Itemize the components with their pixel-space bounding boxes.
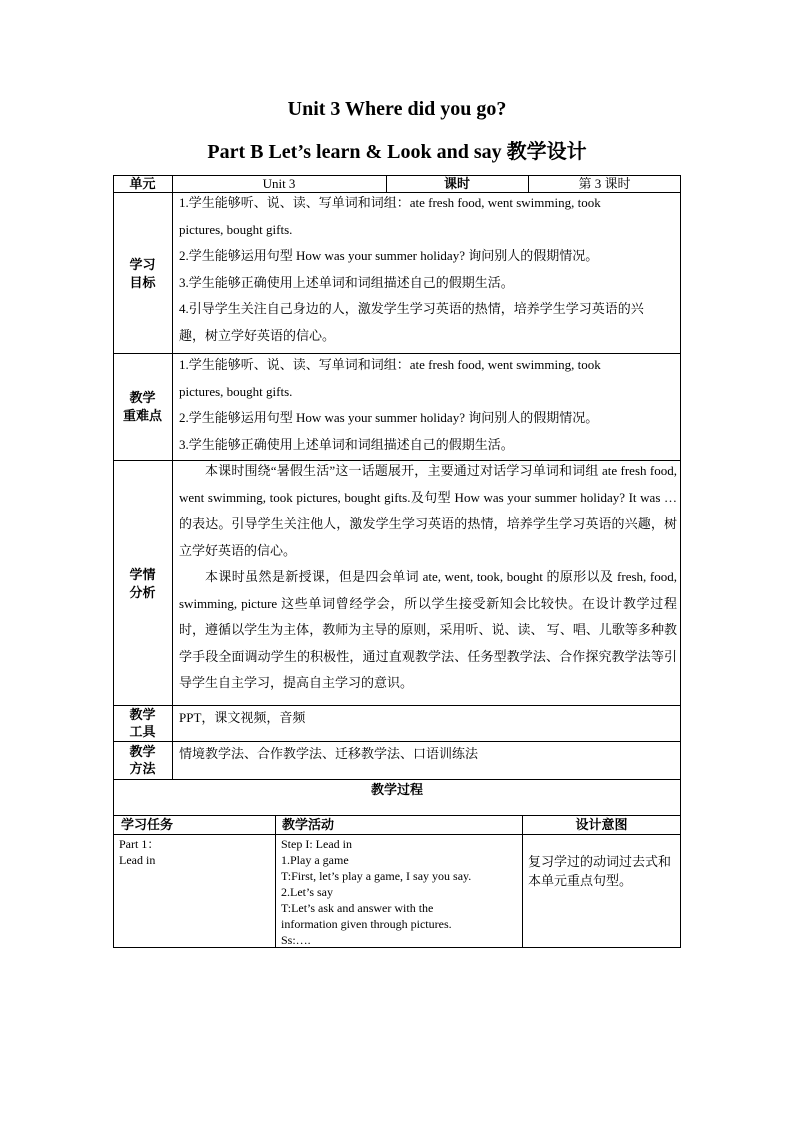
methods-value: 情境教学法、合作教学法、迁移教学法、口语训练法	[179, 746, 479, 761]
task-cell: Part 1： Lead in	[119, 837, 160, 867]
document-subtitle: Part B Let’s learn & Look and say 教学设计	[207, 141, 587, 163]
period-value: 第 3 课时	[578, 176, 631, 191]
objective-line: 4.引导学生关注自己身边的人，激发学生学习英语的热情，培养学生学习英语的兴	[179, 301, 644, 316]
unit-value: Unit 3	[262, 176, 296, 191]
analysis-paragraph: 本课时围绕“暑假生活”这一话题展开，主要通过对话学习单词和词组 ate fresh food, went swimming, took pictures, bought gifts.及句型 How was your summer holiday? It was …的表达。引导学生关注他人，激发学生学习英语的热情，培养学生学习英语的兴趣，树立学好英语的信心。	[179, 463, 677, 558]
objective-line: 趣，树立学好英语的信心。	[179, 327, 336, 343]
objectives-text	[179, 190, 677, 349]
objectives-label: 学习 目标	[129, 257, 156, 290]
activity-line: 2.Let’s say	[281, 885, 333, 899]
key-point-line: pictures, bought gifts.	[179, 383, 293, 399]
col-header-activity: 教学活动	[282, 817, 335, 832]
process-heading: 教学过程	[370, 782, 423, 797]
tools-value: PPT，课文视频，音频	[179, 710, 306, 725]
key-points-text	[179, 352, 677, 458]
period-label: 课时	[443, 176, 470, 191]
row-divider	[113, 834, 681, 835]
activity-line: T:First, let’s play a game, I say you say.	[281, 869, 472, 883]
col-divider	[172, 175, 173, 779]
key-point-line: 3.学生能够正确使用上述单词和词组描述自己的假期生活。	[179, 436, 514, 452]
row-divider	[113, 741, 681, 742]
objective-line: 2.学生能够运用句型 How was your summer holiday? 询问别人的假期情况。	[179, 248, 599, 263]
activity-line: Step I: Lead in	[281, 837, 352, 851]
tools-label: 教学 工具	[129, 707, 156, 739]
activity-line: 1.Play a game	[281, 853, 349, 867]
activity-line: Ss:….	[281, 933, 311, 947]
col-divider	[275, 815, 276, 948]
methods-label: 教学 方法	[129, 744, 156, 776]
analysis-text	[179, 458, 677, 697]
document-title: Unit 3 Where did you go?	[287, 98, 507, 120]
intent-cell: 复习学过的动词过去式和本单元重点句型。	[528, 854, 672, 888]
objective-line: pictures, bought gifts.	[179, 221, 293, 237]
col-header-task: 学习任务	[121, 817, 174, 832]
row-divider	[113, 705, 681, 706]
analysis-paragraph: 本课时虽然是新授课，但是四会单词 ate, went, took, bought 的原形以及 fresh, food, swimming, picture 这些单词曾经学会，所以学生接受新知会比较快。在设计教学过程时，遵循以学生为主体，教师为主导的原则，采用听、说、读、 写、唱、儿歌等多种教学手段全面调动学生的积极性，通过直观教学法、任务型教学法、合作探究教学法等引导学生自主学习，提高自主学习的意识。	[179, 569, 677, 690]
objective-line: 3.学生能够正确使用上述单词和词组描述自己的假期生活。	[179, 274, 514, 290]
row-divider	[113, 779, 681, 780]
key-point-line: 2.学生能够运用句型 How was your summer holiday? 询问别人的假期情况。	[179, 410, 599, 425]
col-header-intent: 设计意图	[575, 817, 628, 832]
activity-line: information given through pictures.	[281, 917, 452, 931]
key-points-label: 教学 重难点	[122, 390, 162, 423]
analysis-label: 学情 分析	[129, 567, 156, 600]
unit-label: 单元	[129, 176, 156, 191]
activity-line: T:Let’s ask and answer with the	[281, 901, 434, 915]
key-point-line: 1.学生能够听、说、读、写单词和词组：ate fresh food, went swimming, took	[179, 357, 601, 372]
objective-line: 1.学生能够听、说、读、写单词和词组：ate fresh food, went swimming, took	[179, 195, 601, 210]
activity-cell	[281, 836, 471, 948]
col-divider	[522, 815, 523, 948]
